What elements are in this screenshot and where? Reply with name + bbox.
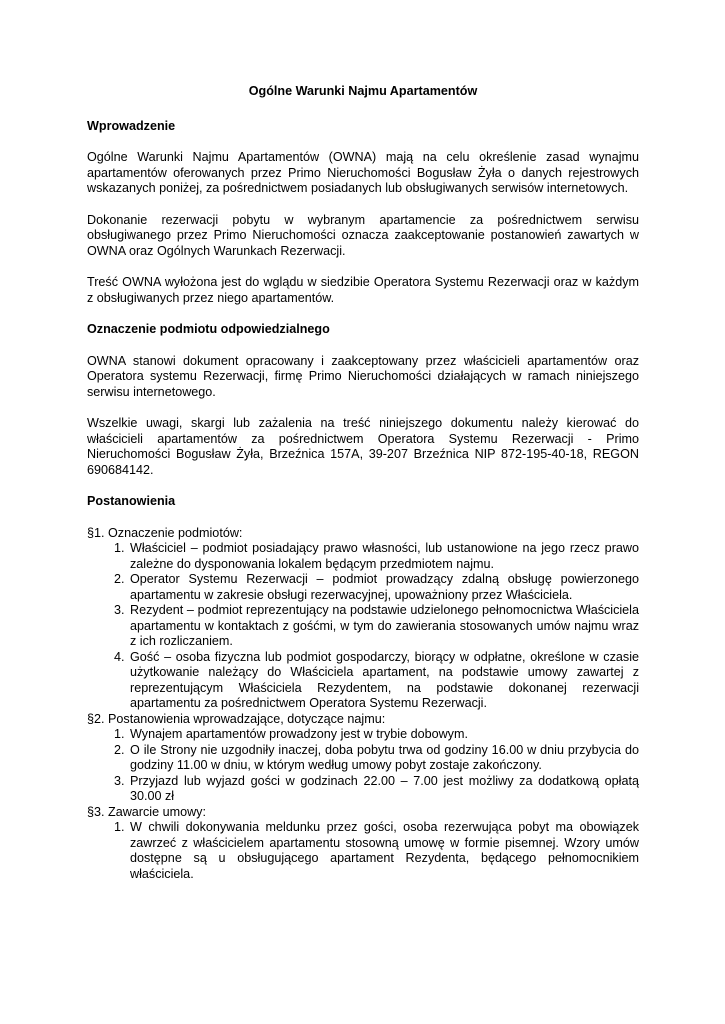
section-2-list (87, 727, 639, 805)
heading-provisions: Postanowienia (87, 494, 176, 508)
section-1-list (87, 541, 639, 712)
list-item: 1. Wynajem apartamentów prowadzony jest w trybie dobowym. (128, 727, 639, 743)
heading-responsible-entity: Oznaczenie podmiotu odpowiedzialnego (87, 322, 330, 336)
document-title: Ogólne Warunki Najmu Apartamentów (248, 84, 478, 98)
provisions-body (87, 526, 639, 883)
list-item: 2. Operator Systemu Rezerwacji – podmiot prowadzący zdalną obsługę powierzonego apartamentu w zakresie obsługi rezerwacyjnej, upoważniony przez Właściciela. (128, 572, 639, 603)
section-title-2: §2. Postanowienia wprowadzające, dotyczące najmu: (87, 711, 386, 726)
responsible-paragraph: Wszelkie uwagi, skargi lub zażalenia na treść niniejszego dokumentu należy kierować do właścicieli apartamentów za pośrednictwem Operatora Systemu Rezerwacji - Primo Nieruchomości Bogusław Żyła, Brzeźnica 157A, 39-207 Brzeźnica NIP 872-195-40-18, REGON 690684142. (87, 416, 639, 477)
section-title-3: §3. Zawarcie umowy: (87, 804, 206, 819)
section-title-1: §1. Oznaczenie podmiotów: (87, 525, 243, 540)
document-page (87, 84, 639, 882)
intro-paragraph: Ogólne Warunki Najmu Apartamentów (OWNA) mają na celu określenie zasad wynajmu apartamentów oferowanych przez Primo Nieruchomości Bogusław Żyła o danych rejestrowych wskazanych poniżej, za pośrednictwem posiadanych lub obsługiwanych serwisów internetowych. (87, 150, 639, 195)
list-item: 1. Właściciel – podmiot posiadający prawo własności, lub ustanowione na jego rzecz prawo zależne do dysponowania lokalem będącym przedmiotem najmu. (128, 541, 639, 572)
list-item: 3. Przyjazd lub wyjazd gości w godzinach 22.00 – 7.00 jest możliwy za dodatkową opłatą 30.00 zł (128, 774, 639, 805)
heading-introduction: Wprowadzenie (87, 118, 176, 133)
list-item: 3. Rezydent – podmiot reprezentujący na podstawie udzielonego pełnomocnictwa Właściciela apartamentu w kontaktach z gośćmi, w tym do zawierania stosowanych umów najmu wraz z ich rozliczaniem. (128, 603, 639, 650)
list-item: 2. O ile Strony nie uzgodniły inaczej, doba pobytu trwa od godziny 16.00 w dniu przybycia do godziny 11.00 w dniu, w którym według umowy pobyt zostaje zakończony. (128, 743, 639, 774)
intro-paragraph: Dokonanie rezerwacji pobytu w wybranym apartamencie za pośrednictwem serwisu obsługiwanego przez Primo Nieruchomości oznacza zaakceptowanie postanowień zawartych w OWNA oraz Ogólnych Warunkach Rezerwacji. (87, 212, 639, 258)
section-3-list (87, 820, 639, 882)
intro-paragraph: Treść OWNA wyłożona jest do wglądu w siedzibie Operatora Systemu Rezerwacji oraz w każdym z obsługiwanych przez niego apartamentów. (87, 275, 639, 305)
list-item: 4. Gość – osoba fizyczna lub podmiot gospodarczy, biorący w odpłatne, określone w czasie użytkowanie należący do Właściciela apartament, na podstawie umowy zawartej z reprezentującym Właściciela Rezydentem, na podstawie dokonanej rezerwacji apartamentu za pośrednictwem Operatora Systemu Rezerwacji. (128, 650, 639, 712)
responsible-paragraph: OWNA stanowi dokument opracowany i zaakceptowany przez właścicieli apartamentów oraz Operatora systemu Rezerwacji, firmę Primo Nieruchomości działających w ramach niniejszego serwisu internetowego. (87, 353, 639, 399)
list-item: 1. W chwili dokonywania meldunku przez gości, osoba rezerwująca pobyt ma obowiązek zawrzeć z właścicielem apartamentu stosowną umowę w formie pisemnej. Wzory umów dostępne są u obsługującego apartament Rezydenta, będącego pełnomocnikiem właściciela. (128, 820, 639, 882)
